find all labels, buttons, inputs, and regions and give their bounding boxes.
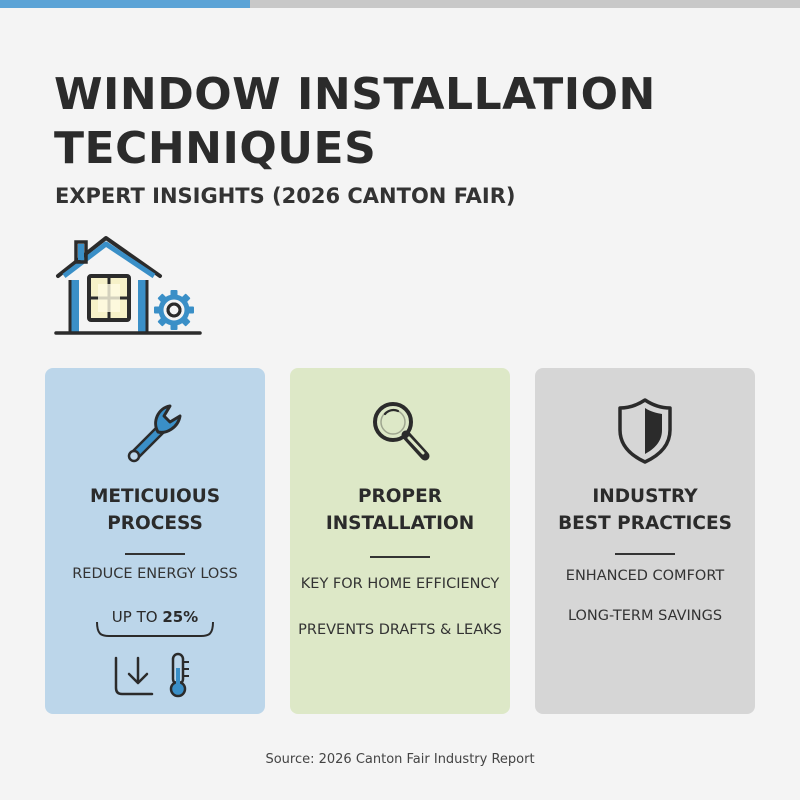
down-arrow-icon <box>116 658 152 694</box>
card-text-long-term-savings: LONG-TERM SAVINGS <box>567 608 723 624</box>
energy-loss-icons <box>112 652 202 698</box>
card-proper-installation <box>290 368 510 714</box>
card-divider <box>125 553 185 555</box>
source-note: Source: 2026 Canton Fair Industry Report <box>265 752 535 767</box>
thermometer-icon <box>171 654 189 696</box>
top-accent-bar-rest <box>250 0 800 8</box>
card-title: INDUSTRY BEST PRACTICES <box>558 486 732 534</box>
card-text-reduce-energy-loss: REDUCE ENERGY LOSS <box>72 566 238 582</box>
gear-icon <box>154 290 194 330</box>
card-meticulous-process <box>45 368 265 714</box>
wrench-icon <box>120 396 190 466</box>
card-text-enhanced-comfort: ENHANCED COMFORT <box>565 568 725 584</box>
page-title: WINDOW INSTALLATION TECHNIQUES <box>54 69 656 174</box>
card-industry-best-practices <box>535 368 755 714</box>
magnifier-icon <box>365 396 435 466</box>
shield-icon <box>610 396 680 466</box>
card-title: METICUIOUS PROCESS <box>89 486 221 534</box>
top-accent-bar <box>0 0 800 8</box>
stat-value: 25% <box>162 608 199 626</box>
card-title: PROPER INSTALLATION <box>325 486 475 534</box>
card-text-prevents-drafts: PREVENTS DRAFTS & LEAKS <box>298 622 502 638</box>
page-subtitle: EXPERT INSIGHTS (2026 CANTON FAIR) <box>55 184 516 208</box>
card-divider <box>615 553 675 555</box>
stat-prefix: UP TO <box>111 608 163 626</box>
top-accent-bar-highlight <box>0 0 250 8</box>
stat-bracket <box>95 620 215 640</box>
card-divider <box>370 556 430 558</box>
card-text-key-efficiency: KEY FOR HOME EFFICIENCY <box>300 576 500 592</box>
house-window-icon <box>50 232 210 342</box>
